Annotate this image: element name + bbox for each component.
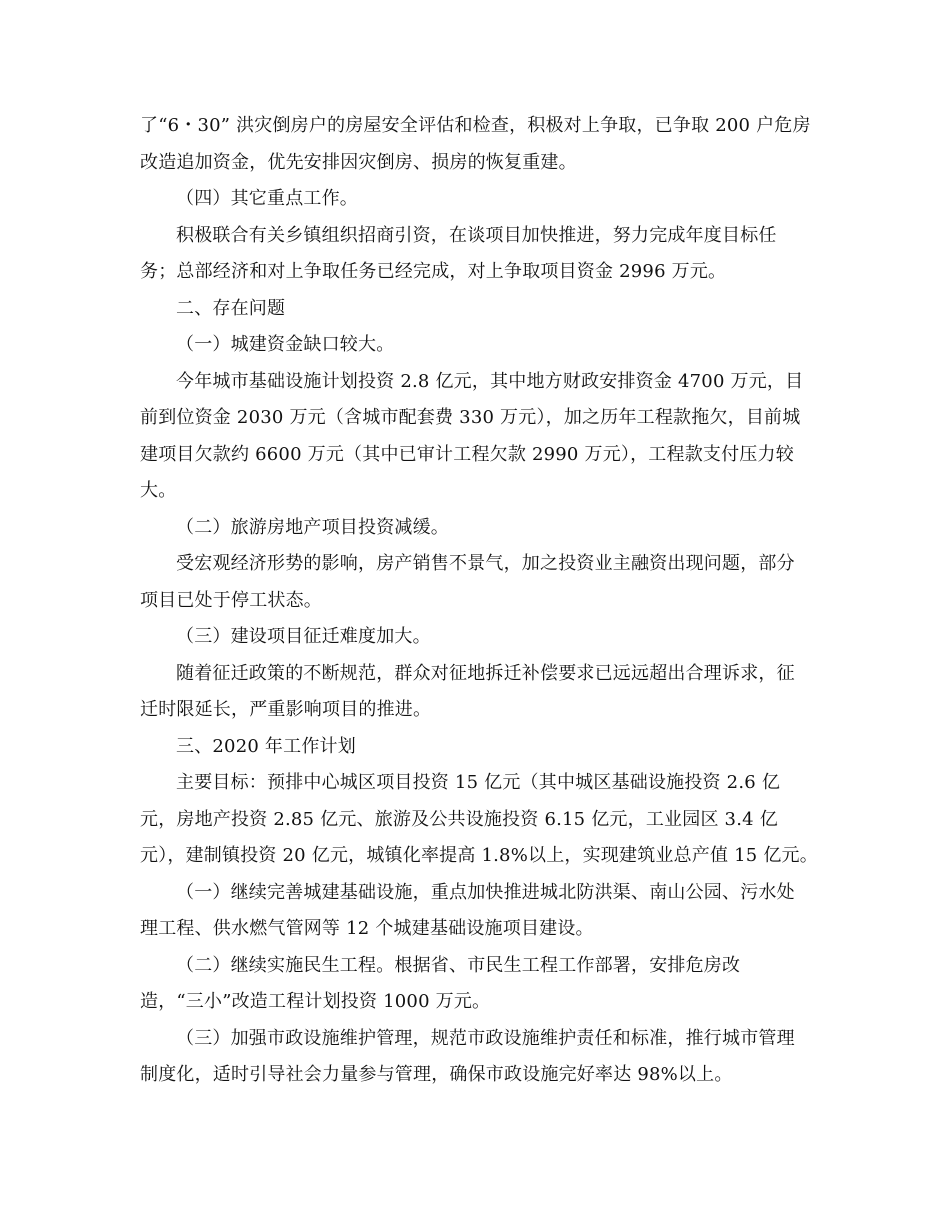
- paragraph-p15: [140, 1021, 812, 1094]
- paragraph-p7: [140, 510, 812, 547]
- paragraph-line: 迁时限延长，严重影响项目的推进。: [140, 699, 432, 720]
- paragraph-line: 今年城市基础设施计划投资 2.8 亿元，其中地方财政安排资金 4700 万元，目: [176, 370, 804, 392]
- paragraph-line: 前到位资金 2030 万元（含城市配套费 330 万元），加之历年工程款拖欠，目前城: [140, 407, 801, 428]
- paragraph-line: 元），建制镇投资 20 亿元，城镇化率提高 1.8%以上，实现建筑业总产值 15 亿元。: [140, 845, 818, 866]
- paragraph-line: 了“6・30” 洪灾倒房户的房屋安全评估和检查，积极对上争取，已争取 200 户危房: [140, 115, 811, 136]
- paragraph-p3: [140, 218, 812, 291]
- paragraph-p2: [140, 181, 812, 218]
- paragraph-line: （三）建设项目征迁难度加大。: [176, 626, 431, 647]
- paragraph-p10: [140, 656, 812, 729]
- paragraph-line: （三）加强市政设施维护管理，规范市政设施维护责任和标准，推行城市管理: [176, 1027, 795, 1049]
- document-body: [140, 108, 818, 1094]
- paragraph-line: 改造追加资金，优先安排因灾倒房、损房的恢复重建。: [140, 151, 577, 173]
- paragraph-p4: [140, 291, 812, 328]
- paragraph-p14: [140, 948, 812, 1021]
- paragraph-line: 大。: [140, 480, 177, 501]
- paragraph-line: 建项目欠款约 6600 万元（其中已审计工程欠款 2990 万元），工程款支付压力较: [140, 443, 794, 465]
- paragraph-line: 理工程、供水燃气管网等 12 个城建基础设施项目建设。: [140, 918, 594, 939]
- paragraph-p6: [140, 364, 812, 510]
- paragraph-p13: [140, 875, 812, 948]
- paragraph-line: 制度化，适时引导社会力量参与管理，确保市政设施完好率达 98%以上。: [140, 1064, 733, 1085]
- paragraph-p1: [140, 108, 812, 181]
- paragraph-line: 造，“三小”改造工程计划投资 1000 万元。: [140, 991, 491, 1012]
- paragraph-line: （一）继续完善城建基础设施，重点加快推进城北防洪渠、南山公园、污水处: [176, 881, 795, 903]
- paragraph-line: 随着征迁政策的不断规范，群众对征地拆迁补偿要求已远远超出合理诉求，征: [176, 662, 795, 684]
- paragraph-p12: [140, 765, 818, 875]
- paragraph-line: 元，房地产投资 2.85 亿元、旅游及公共设施投资 6.15 亿元，工业园区 3.4 亿: [140, 808, 778, 830]
- paragraph-line: 项目已处于停工状态。: [140, 589, 322, 611]
- paragraph-line: 受宏观经济形势的影响，房产销售不景气，加之投资业主融资出现问题，部分: [176, 553, 795, 574]
- paragraph-line: 务；总部经济和对上争取任务已经完成，对上争取项目资金 2996 万元。: [140, 261, 727, 282]
- paragraph-line: 三、2020 年工作计划: [176, 735, 356, 757]
- paragraph-line: （四）其它重点工作。: [176, 188, 358, 209]
- paragraph-p8: [140, 546, 812, 619]
- paragraph-line: 积极联合有关乡镇组织招商引资，在谈项目加快推进，努力完成年度目标任: [176, 224, 777, 246]
- paragraph-p9: [140, 619, 812, 656]
- paragraph-line: （一）城建资金缺口较大。: [176, 334, 395, 355]
- paragraph-line: （二）旅游房地产项目投资减缓。: [176, 516, 449, 538]
- paragraph-line: 二、存在问题: [176, 297, 286, 319]
- paragraph-line: 主要目标：预排中心城区项目投资 15 亿元（其中城区基础设施投资 2.6 亿: [176, 772, 781, 793]
- paragraph-line: （二）继续实施民生工程。根据省、市民生工程工作部署，安排危房改: [176, 954, 741, 976]
- paragraph-p11: [140, 729, 812, 766]
- paragraph-p5: [140, 327, 812, 364]
